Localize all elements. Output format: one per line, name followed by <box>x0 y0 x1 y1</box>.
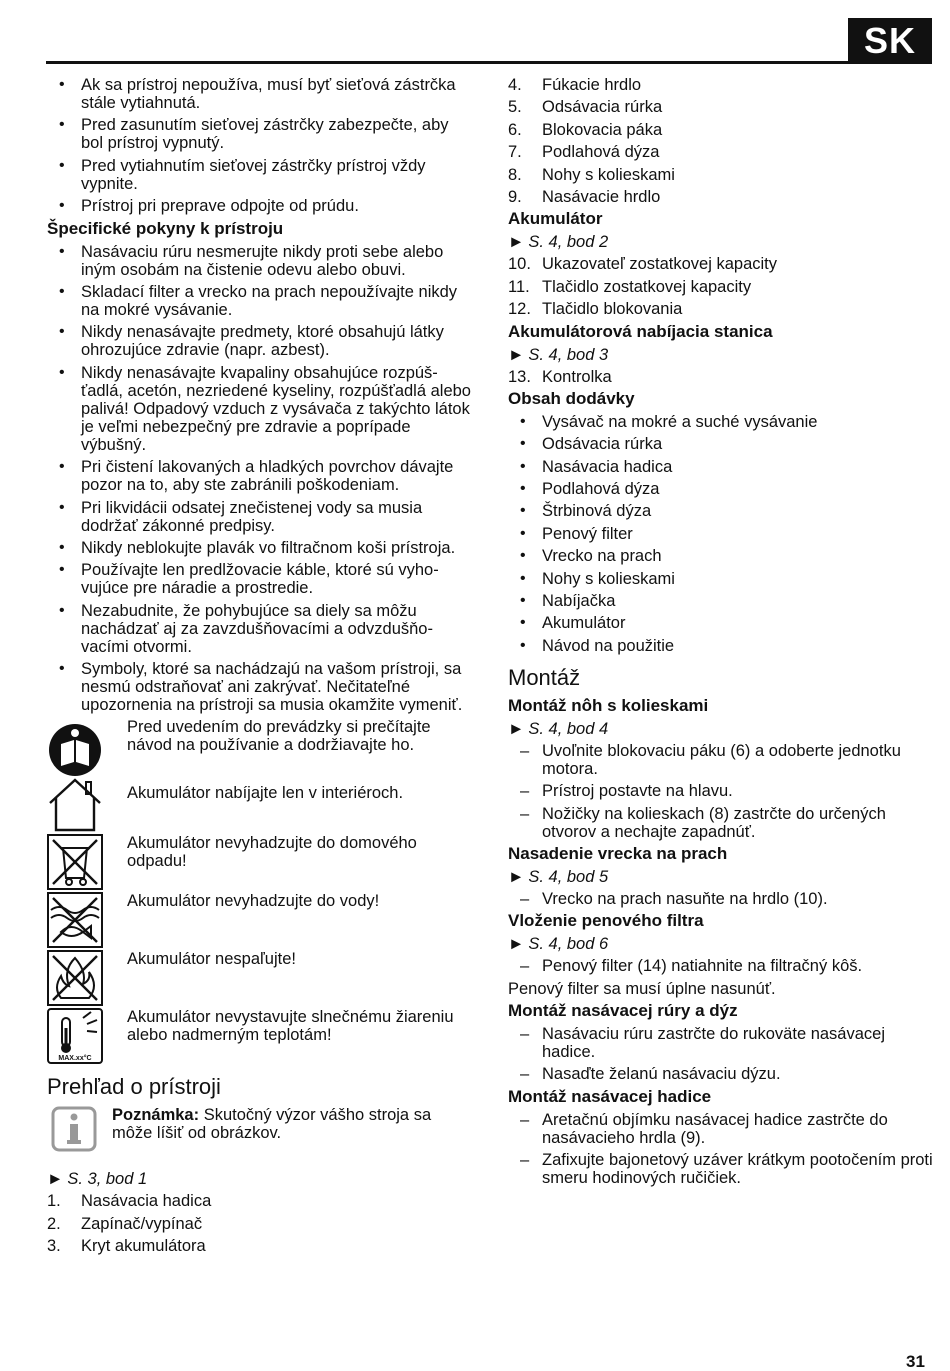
list-item: – Nožičky na kolieskach (8) zastrčte do určených otvorov a nechajte zapadnúť. <box>508 805 933 841</box>
right-column <box>508 76 933 1191</box>
list-item: • Prístroj pri preprave odpojte od prúdu. <box>47 197 472 215</box>
max-temperature-label: MAX.xx°C <box>58 1055 92 1063</box>
indoor-house-icon <box>47 776 103 832</box>
info-icon <box>51 1106 97 1152</box>
list-item: 3. Kryt akumulátora <box>47 1237 206 1256</box>
list-item: • Penový filter <box>508 525 933 543</box>
list-item: • Pri likvidácii odsatej znečistenej vody sa musia dodržať zákonné predpisy. <box>47 499 472 535</box>
symbol-text: Akumulátor nevyhadzujte do vody! <box>127 892 380 911</box>
list-item: • Podlahová dýza <box>508 480 933 498</box>
list-item: 2. Zapínač/vypínač <box>47 1214 203 1233</box>
steps-list <box>508 890 933 908</box>
section-heading: Montáž nasávacej rúry a dýz <box>508 1000 738 1020</box>
section-heading: Obsah dodávky <box>508 388 635 408</box>
figure-reference <box>508 935 933 953</box>
language-tab: SK <box>848 18 932 64</box>
symbol-row <box>47 834 472 892</box>
header-rule <box>46 61 932 64</box>
note-text <box>112 1106 472 1142</box>
reference-text: S. 4, bod 2 <box>528 233 609 252</box>
list-item: 8. Nohy s kolieskami <box>508 165 675 184</box>
arrow-right-icon: ► <box>508 345 525 364</box>
list-item: • Štrbinová dýza <box>508 502 933 520</box>
delivery-list <box>508 413 933 655</box>
list-item: – Nasávaciu rúru zastrčte do rukoväte nasávacej hadice. <box>508 1025 933 1061</box>
list-item: • Nikdy nenasávajte predmety, ktoré obsahujú látky ohrozujúce zdravie (napr. azbest). <box>47 323 472 359</box>
list-item: • Nikdy nenasávajte kvapaliny obsahujúce rozpúšťadlá, acetón, nezriedené kyseliny, rozpúšťadlá alebo palivá! Odpadový vzduch z vysávača z takýchto látok je veľmi nebezpečný pre zdravie a poprípade výbušný. <box>47 364 472 454</box>
crossed-bin-icon <box>47 834 103 890</box>
list-item: • Vysávač na mokré a suché vysávanie <box>508 413 933 431</box>
list-item: 4. Fúkacie hrdlo <box>508 76 642 94</box>
parts-list <box>47 1192 472 1255</box>
arrow-right-icon: ► <box>508 935 525 954</box>
list-item: • Nasávacia hadica <box>508 458 933 476</box>
list-item: • Nikdy neblokujte plavák vo filtračnom koši prístroja. <box>47 539 472 557</box>
specific-bullets <box>47 243 472 715</box>
left-column <box>47 76 472 1260</box>
symbol-text: Akumulátor nabíjajte len v interiéroch. <box>127 784 404 803</box>
list-item: • Symboly, ktoré sa nachádzajú na vašom prístroji, sa nesmú odstraňovať ani zakrývať. Nečitateľné upozornenia na prístroji sa musia okamžite vymeniť. <box>47 660 472 714</box>
section-heading: Montáž nasávacej hadice <box>508 1086 712 1106</box>
list-item: 7. Podlahová dýza <box>508 143 660 162</box>
symbol-text: Akumulátor nespaľujte! <box>127 950 296 969</box>
section-heading: Akumulátorová nabíjacia stanica <box>508 321 773 341</box>
page-number: 31 <box>906 1352 925 1371</box>
figure-reference <box>508 233 933 251</box>
reference-text: S. 4, bod 5 <box>528 867 609 886</box>
read-manual-icon <box>47 722 103 778</box>
list-item: • Odsávacia rúrka <box>508 435 933 453</box>
no-water-icon <box>47 892 103 948</box>
list-item: – Nasaďte želanú nasávaciu dýzu. <box>508 1065 933 1083</box>
list-item: • Skladací filter a vrecko na prach nepoužívajte nikdy na mokré vysávanie. <box>47 283 472 319</box>
no-fire-icon <box>47 950 103 1006</box>
note-body: Skutočný výzor vášho stroja sa môže líšiť od obrázkov. <box>112 1106 432 1143</box>
note-block <box>47 1106 472 1162</box>
list-item: • Používajte len predlžovacie káble, ktoré sú vyhovujúce pre náradie a prostredie. <box>47 561 472 597</box>
list-item: • Nohy s kolieskami <box>508 570 933 588</box>
steps-list <box>508 957 933 975</box>
symbol-text: Pred uvedením do prevádzky si prečítajte návod na používanie a dodržiavajte ho. <box>127 718 431 755</box>
paragraph: Penový filter sa musí úplne nasunúť. <box>508 979 776 998</box>
list-item: • Nabíjačka <box>508 592 933 610</box>
list-item: 5. Odsávacia rúrka <box>508 98 663 117</box>
symbol-row <box>47 892 472 950</box>
section-heading: Špecifické pokyny k prístroju <box>47 218 284 238</box>
list-item: • Akumulátor <box>508 614 933 632</box>
list-item: • Návod na použitie <box>508 637 933 655</box>
figure-reference <box>508 720 933 738</box>
list-item: • Nasávaciu rúru nesmerujte nikdy proti sebe alebo iným osobám na čistenie odevu alebo obuvi. <box>47 243 472 279</box>
list-item: – Vrecko na prach nasuňte na hrdlo (10). <box>508 890 933 908</box>
list-item: • Ak sa prístroj nepoužíva, musí byť sieťová zástrčka stále vytiahnutá. <box>47 76 472 112</box>
section-heading: Prehľad o prístroji <box>47 1074 221 1100</box>
figure-reference <box>47 1170 472 1188</box>
list-item: – Zafixujte bajonetový uzáver krátkym pootočením proti smeru hodinových ručičiek. <box>508 1151 933 1187</box>
arrow-right-icon: ► <box>47 1170 64 1189</box>
symbol-row <box>47 950 472 1008</box>
symbol-row <box>47 1008 472 1066</box>
symbol-row <box>47 718 472 776</box>
reference-text: S. 4, bod 6 <box>528 935 609 954</box>
list-item: • Pred vytiahnutím sieťovej zástrčky prístroj vždy vypnite. <box>47 157 472 193</box>
section-heading: Montáž <box>508 664 581 690</box>
list-item: 11. Tlačidlo zostatkovej kapacity <box>508 277 752 296</box>
steps-list <box>508 1025 933 1083</box>
symbol-row <box>47 776 472 834</box>
list-item: • Nezabudnite, že pohybujúce sa diely sa môžu nachádzať aj za zavzdušňovacími a odvzdušňovacími otvormi. <box>47 602 472 656</box>
list-item: 13. Kontrolka <box>508 367 612 386</box>
steps-list <box>508 1111 933 1187</box>
arrow-right-icon: ► <box>508 233 525 252</box>
steps-list <box>508 742 933 841</box>
list-item: – Uvoľnite blokovaciu páku (6) a odoberte jednotku motora. <box>508 742 933 778</box>
safety-bullets <box>47 76 472 215</box>
section-heading: Akumulátor <box>508 209 603 229</box>
reference-text: S. 4, bod 4 <box>528 719 609 738</box>
reference-text: S. 4, bod 3 <box>528 345 609 364</box>
list-item: • Pred zasunutím sieťovej zástrčky zabezpečte, aby bol prístroj vypnutý. <box>47 116 472 152</box>
list-item: 12. Tlačidlo blokovania <box>508 300 683 319</box>
max-temperature-icon <box>47 1008 103 1064</box>
section-heading: Nasadenie vrecka na prach <box>508 843 728 863</box>
parts-list <box>508 255 933 318</box>
symbol-text: Akumulátor nevyhadzujte do domového odpadu! <box>127 834 417 871</box>
note-label: Poznámka: <box>112 1106 200 1125</box>
list-item: 9. Nasávacie hrdlo <box>508 187 661 206</box>
list-item: • Pri čistení lakovaných a hladkých povrchov dávajte pozor na to, aby ste zabránili poškodeniam. <box>47 458 472 494</box>
figure-reference <box>508 868 933 886</box>
symbol-text: Akumulátor nevystavujte slnečnému žiareniu alebo nadmerným teplotám! <box>127 1008 454 1045</box>
arrow-right-icon: ► <box>508 867 525 886</box>
reference-text: S. 3, bod 1 <box>67 1170 148 1189</box>
parts-list <box>508 368 933 386</box>
section-heading: Montáž nôh s kolieskami <box>508 695 709 715</box>
list-item: 10. Ukazovateľ zostatkovej kapacity <box>508 255 778 274</box>
list-item: 6. Blokovacia páka <box>508 120 663 139</box>
section-heading: Vloženie penového filtra <box>508 911 704 931</box>
list-item: 1. Nasávacia hadica <box>47 1192 212 1211</box>
parts-list <box>508 76 933 206</box>
arrow-right-icon: ► <box>508 719 525 738</box>
list-item: – Prístroj postavte na hlavu. <box>508 782 933 800</box>
list-item: – Penový filter (14) natiahnite na filtračný kôš. <box>508 957 933 975</box>
list-item: • Vrecko na prach <box>508 547 933 565</box>
list-item: – Aretačnú objímku nasávacej hadice zastrčte do nasávacieho hrdla (9). <box>508 1111 933 1147</box>
figure-reference <box>508 346 933 364</box>
